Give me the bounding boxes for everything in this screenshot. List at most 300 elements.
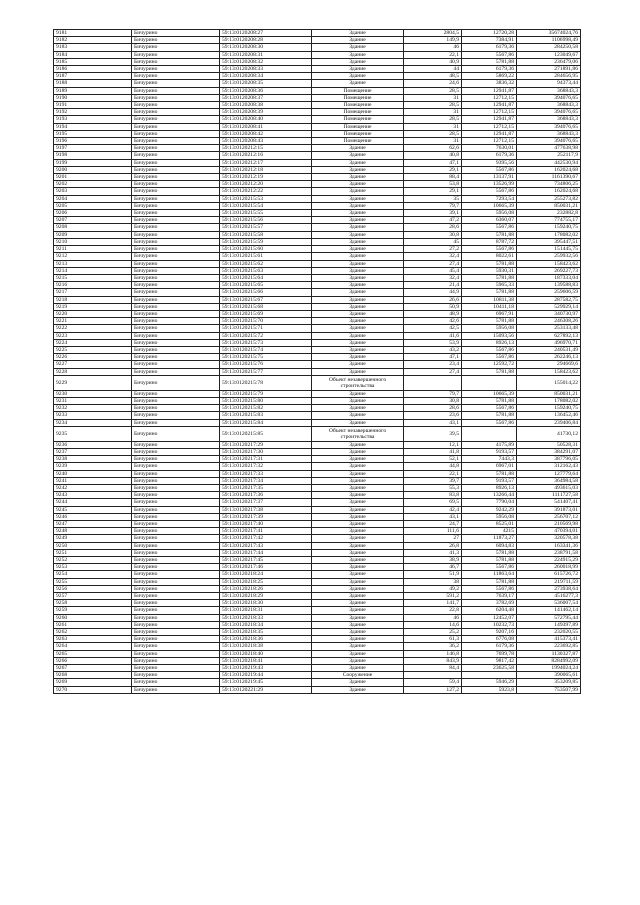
row-number: 9230 — [54, 390, 132, 397]
cadastral-number: 59:13:0120208:43 — [220, 138, 312, 145]
specific-value: 5781,88 — [462, 289, 517, 296]
row-number: 9214 — [54, 267, 132, 274]
object-type: Здание — [312, 260, 404, 267]
specific-value: 6179,36 — [462, 44, 517, 51]
object-type: Здание — [312, 217, 404, 224]
cadastral-number: 59:13:0120217:30 — [220, 448, 312, 455]
area-value: 69,5 — [404, 499, 462, 506]
table-row — [54, 549, 581, 556]
specific-value: 5781,88 — [462, 260, 517, 267]
object-type: Здание — [312, 650, 404, 657]
locality-name: Бичурино — [132, 195, 220, 202]
object-type: Здание — [312, 339, 404, 346]
specific-value — [462, 672, 517, 679]
cadastral-number: 59:13:0120208:30 — [220, 44, 312, 51]
cadastral-number: 59:13:0120217:35 — [220, 484, 312, 491]
row-number: 9206 — [54, 210, 132, 217]
cadastral-number: 59:13:0120208:38 — [220, 102, 312, 109]
row-number: 9188 — [54, 80, 132, 87]
area-value: 31 — [404, 138, 462, 145]
row-number: 9202 — [54, 181, 132, 188]
specific-value: 12941,87 — [462, 87, 517, 94]
object-type: Здание — [312, 152, 404, 159]
locality-name: Бичурино — [132, 672, 220, 679]
object-type: Здание — [312, 448, 404, 455]
cadastral-value: 364984,58 — [517, 477, 581, 484]
cadastral-value: 269227,73 — [517, 267, 581, 274]
specific-value: 8926,13 — [462, 484, 517, 491]
area-value: 30,8 — [404, 231, 462, 238]
object-type: Здание — [312, 166, 404, 173]
cadastral-value: 340730,97 — [517, 310, 581, 317]
row-number: 9205 — [54, 202, 132, 209]
area-value: 53,8 — [404, 181, 462, 188]
row-number: 9240 — [54, 470, 132, 477]
cadastral-number: 59:13:0120215:53 — [220, 195, 312, 202]
row-number: 9182 — [54, 37, 132, 44]
area-value: 146,8 — [404, 650, 462, 657]
row-number: 9197 — [54, 145, 132, 152]
locality-name: Бичурино — [132, 217, 220, 224]
object-type: Здание — [312, 354, 404, 361]
locality-name: Бичурино — [132, 260, 220, 267]
row-number: 9207 — [54, 217, 132, 224]
specific-value: 5781,88 — [462, 368, 517, 375]
table-row — [54, 499, 581, 506]
area-value: 41,6 — [404, 332, 462, 339]
object-type: Здание — [312, 607, 404, 614]
object-type: Здание — [312, 73, 404, 80]
area-value: 32,4 — [404, 274, 462, 281]
row-number: 9250 — [54, 542, 132, 549]
area-value: 46,7 — [404, 564, 462, 571]
table-row — [54, 571, 581, 578]
table-row — [54, 339, 581, 346]
row-number: 9263 — [54, 636, 132, 643]
cadastral-number: 59:13:0120208:27 — [220, 30, 312, 37]
cadastral-value: 734806,25 — [517, 181, 581, 188]
object-type: Здание — [312, 686, 404, 693]
cadastral-number: 59:13:0120215:73 — [220, 339, 312, 346]
object-type: Здание — [312, 253, 404, 260]
cadastral-value: 149397,89 — [517, 621, 581, 628]
object-type: Здание — [312, 267, 404, 274]
locality-name: Бичурино — [132, 506, 220, 513]
specific-value: 6179,36 — [462, 643, 517, 650]
specific-value: 7790,04 — [462, 499, 517, 506]
object-type: Здание — [312, 80, 404, 87]
row-number: 9241 — [54, 477, 132, 484]
cadastral-value: 141462,14 — [517, 607, 581, 614]
area-value: 41,8 — [404, 448, 462, 455]
area-value: 24,6 — [404, 80, 462, 87]
row-number: 9270 — [54, 686, 132, 693]
locality-name: Бичурино — [132, 332, 220, 339]
cadastral-number: 59:13:0120212:22 — [220, 188, 312, 195]
object-type: Здание — [312, 397, 404, 404]
cadastral-number: 59:13:0120218:30 — [220, 600, 312, 607]
specific-value: 15093,56 — [462, 332, 517, 339]
specific-value: 10232,73 — [462, 621, 517, 628]
cadastral-value: 1111727,58 — [517, 492, 581, 499]
cadastral-number: 59:13:0120212:17 — [220, 159, 312, 166]
object-type: Здание — [312, 58, 404, 65]
area-value: 591,2 — [404, 593, 462, 600]
object-type: Здание — [312, 210, 404, 217]
row-number: 9260 — [54, 614, 132, 621]
table-row — [54, 296, 581, 303]
locality-name: Бичурино — [132, 585, 220, 592]
locality-name: Бичурино — [132, 557, 220, 564]
cadastral-value: 774755,17 — [517, 217, 581, 224]
cadastral-number: 59:13:0120208:36 — [220, 87, 312, 94]
object-type: Здание — [312, 66, 404, 73]
specific-value: 5781,88 — [462, 231, 517, 238]
row-number: 9229 — [54, 375, 132, 390]
cadastral-value: 1130327,87 — [517, 650, 581, 657]
cadastral-value: 151445,75 — [517, 246, 581, 253]
object-type: Помещение — [312, 138, 404, 145]
table-row — [54, 665, 581, 672]
table-row — [54, 310, 581, 317]
table-row — [54, 166, 581, 173]
cadastral-number: 59:13:0120212:19 — [220, 174, 312, 181]
area-value — [404, 375, 462, 390]
specific-value: 4215 — [462, 528, 517, 535]
cadastral-value: 246308,26 — [517, 318, 581, 325]
object-type: Здание — [312, 665, 404, 672]
specific-value: 8525,01 — [462, 521, 517, 528]
table-row — [54, 578, 581, 585]
object-type: Объект незавершенного строительства — [312, 426, 404, 441]
table-row — [54, 650, 581, 657]
cadastral-number: 59:13:0120217:40 — [220, 521, 312, 528]
table-row — [54, 66, 581, 73]
table-row — [54, 109, 581, 116]
locality-name: Бичурино — [132, 37, 220, 44]
area-value: 38,9 — [404, 557, 462, 564]
cadastral-value: 536007,54 — [517, 600, 581, 607]
area-value: 843,9 — [404, 657, 462, 664]
area-value: 12,1 — [404, 441, 462, 448]
area-value: 27 — [404, 535, 462, 542]
table-row — [54, 375, 581, 390]
table-row — [54, 492, 581, 499]
locality-name: Бичурино — [132, 210, 220, 217]
object-type: Здание — [312, 643, 404, 650]
row-number: 9213 — [54, 260, 132, 267]
table-row — [54, 484, 581, 491]
cadastral-number: 59:13:0120208:41 — [220, 123, 312, 130]
area-value: 149,9 — [404, 37, 462, 44]
locality-name: Бичурино — [132, 405, 220, 412]
specific-value: 5567,86 — [462, 51, 517, 58]
cadastral-value: 163341,36 — [517, 542, 581, 549]
table-row — [54, 346, 581, 353]
object-type: Здание — [312, 621, 404, 628]
area-value: 141,7 — [404, 600, 462, 607]
row-number: 9191 — [54, 102, 132, 109]
object-type: Здание — [312, 600, 404, 607]
specific-value: 5956,08 — [462, 210, 517, 217]
object-type: Здание — [312, 521, 404, 528]
locality-name: Бичурино — [132, 238, 220, 245]
locality-name: Бичурино — [132, 513, 220, 520]
table-row — [54, 629, 581, 636]
cadastral-number: 59:13:0120215:77 — [220, 368, 312, 375]
row-number: 9194 — [54, 123, 132, 130]
cadastral-value: 127779,64 — [517, 470, 581, 477]
locality-name: Бичурино — [132, 339, 220, 346]
row-number: 9232 — [54, 405, 132, 412]
cadastral-value: 41730,12 — [517, 426, 581, 441]
table-row — [54, 419, 581, 426]
locality-name: Бичурино — [132, 412, 220, 419]
table-row — [54, 217, 581, 224]
cadastral-number: 59:13:0120218:36 — [220, 636, 312, 643]
locality-name: Бичурино — [132, 346, 220, 353]
locality-name: Бичурино — [132, 441, 220, 448]
locality-name: Бичурино — [132, 657, 220, 664]
area-value: 29,1 — [404, 188, 462, 195]
cadastral-value: 477638,98 — [517, 145, 581, 152]
specific-value: 11873,27 — [462, 535, 517, 542]
object-type: Здание — [312, 188, 404, 195]
table-row — [54, 116, 581, 123]
table-row — [54, 231, 581, 238]
table-row — [54, 477, 581, 484]
locality-name: Бичурино — [132, 325, 220, 332]
specific-value: 6776,08 — [462, 636, 517, 643]
area-value: 53,9 — [404, 339, 462, 346]
object-type: Здание — [312, 499, 404, 506]
area-value: 28,5 — [404, 102, 462, 109]
cadastral-number: 59:13:0120218:35 — [220, 629, 312, 636]
cadastral-number: 59:13:0120215:85 — [220, 426, 312, 441]
table-row — [54, 188, 581, 195]
row-number: 9223 — [54, 332, 132, 339]
table-row — [54, 238, 581, 245]
area-value: 59,4 — [404, 679, 462, 686]
locality-name: Бичурино — [132, 650, 220, 657]
locality-name: Бичурино — [132, 484, 220, 491]
cadastral-value: 1994024,24 — [517, 665, 581, 672]
cadastral-number: 59:13:0120215:55 — [220, 210, 312, 217]
cadastral-value: 850031,21 — [517, 390, 581, 397]
specific-value — [462, 375, 517, 390]
cadastral-number: 59:13:0120218:26 — [220, 585, 312, 592]
cadastral-number: 59:13:0120215:63 — [220, 267, 312, 274]
row-number: 9224 — [54, 339, 132, 346]
area-value: 48,5 — [404, 73, 462, 80]
table-row — [54, 282, 581, 289]
row-number: 9225 — [54, 346, 132, 353]
specific-value: 6094,83 — [462, 542, 517, 549]
cadastral-number: 59:13:0120215:57 — [220, 224, 312, 231]
row-number: 9269 — [54, 679, 132, 686]
cadastral-number: 59:13:0120218:24 — [220, 571, 312, 578]
row-number: 9185 — [54, 58, 132, 65]
locality-name: Бичурино — [132, 419, 220, 426]
object-type: Здание — [312, 484, 404, 491]
specific-value: 5923,8 — [462, 686, 517, 693]
object-type: Здание — [312, 463, 404, 470]
object-type: Здание — [312, 412, 404, 419]
cadastral-number: 59:13:0120218:29 — [220, 593, 312, 600]
cadastral-value: 470394,01 — [517, 528, 581, 535]
table-row — [54, 87, 581, 94]
cadastral-number: 59:13:0120212:18 — [220, 166, 312, 173]
table-row — [54, 405, 581, 412]
area-value: 44 — [404, 66, 462, 73]
cadastral-number: 59:13:0120217:42 — [220, 535, 312, 542]
specific-value: 12712,15 — [462, 123, 517, 130]
object-type: Здание — [312, 405, 404, 412]
row-number: 9252 — [54, 557, 132, 564]
specific-value: 5930,31 — [462, 267, 517, 274]
cadastral-value: 187333,04 — [517, 274, 581, 281]
cadastral-value: 219711,59 — [517, 578, 581, 585]
specific-value: 5781,88 — [462, 549, 517, 556]
area-value: 27,4 — [404, 368, 462, 375]
cadastral-value: 158423,62 — [517, 260, 581, 267]
cadastral-number: 59:13:0120219:43 — [220, 665, 312, 672]
row-number: 9266 — [54, 657, 132, 664]
cadastral-value: 1106998,49 — [517, 37, 581, 44]
specific-value: 6204,48 — [462, 607, 517, 614]
cadastral-number: 59:13:0120217:38 — [220, 506, 312, 513]
table-row — [54, 600, 581, 607]
row-number: 9251 — [54, 549, 132, 556]
object-type: Здание — [312, 303, 404, 310]
locality-name: Бичурино — [132, 368, 220, 375]
table-row — [54, 390, 581, 397]
area-value: 84,4 — [404, 665, 462, 672]
area-value: 111,6 — [404, 528, 462, 535]
row-number: 9258 — [54, 600, 132, 607]
table-row — [54, 30, 581, 37]
cadastral-value: 94373,44 — [517, 80, 581, 87]
row-number: 9208 — [54, 224, 132, 231]
area-value: 61,3 — [404, 636, 462, 643]
object-type: Здание — [312, 470, 404, 477]
area-value: 22,8 — [404, 607, 462, 614]
specific-value: 5781,88 — [462, 318, 517, 325]
object-type: Помещение — [312, 109, 404, 116]
cadastral-number: 59:13:0120215:76 — [220, 361, 312, 368]
row-number: 9215 — [54, 274, 132, 281]
specific-value: 9395,56 — [462, 159, 517, 166]
row-number: 9186 — [54, 66, 132, 73]
locality-name: Бичурино — [132, 621, 220, 628]
object-type: Здание — [312, 419, 404, 426]
locality-name: Бичурино — [132, 600, 220, 607]
table-row — [54, 463, 581, 470]
area-value: 39,1 — [404, 210, 462, 217]
object-type: Здание — [312, 318, 404, 325]
cadastral-value: 259606,59 — [517, 289, 581, 296]
specific-value: 12712,15 — [462, 138, 517, 145]
row-number: 9181 — [54, 30, 132, 37]
specific-value: 7630,01 — [462, 145, 517, 152]
specific-value: 6179,36 — [462, 152, 517, 159]
row-number: 9253 — [54, 564, 132, 571]
row-number: 9245 — [54, 506, 132, 513]
cadastral-value: 368843,3 — [517, 130, 581, 137]
cadastral-value: 224915,29 — [517, 557, 581, 564]
area-value: 79,7 — [404, 202, 462, 209]
object-type: Здание — [312, 513, 404, 520]
specific-value — [462, 426, 517, 441]
cadastral-value: 394076,65 — [517, 94, 581, 101]
table-row — [54, 303, 581, 310]
table-row — [54, 368, 581, 375]
cadastral-value: 541407,41 — [517, 499, 581, 506]
table-row — [54, 470, 581, 477]
cadastral-value: 294669,6 — [517, 361, 581, 368]
area-value: 21,4 — [404, 282, 462, 289]
specific-value: 12941,87 — [462, 130, 517, 137]
specific-value: 5567,86 — [462, 188, 517, 195]
locality-name: Бичурино — [132, 282, 220, 289]
locality-name: Бичурино — [132, 181, 220, 188]
table-row — [54, 657, 581, 664]
cadastral-value: 394076,65 — [517, 123, 581, 130]
table-row — [54, 318, 581, 325]
area-value: 40,9 — [404, 58, 462, 65]
specific-value: 12712,15 — [462, 94, 517, 101]
cadastral-value: 273938,64 — [517, 585, 581, 592]
row-number: 9192 — [54, 109, 132, 116]
object-type: Здание — [312, 679, 404, 686]
row-number: 9211 — [54, 246, 132, 253]
specific-value: 9193,57 — [462, 477, 517, 484]
row-number: 9184 — [54, 51, 132, 58]
cadastral-value: 223692,85 — [517, 643, 581, 650]
locality-name: Бичурино — [132, 643, 220, 650]
table-row — [54, 441, 581, 448]
locality-name: Бичурино — [132, 636, 220, 643]
table-row — [54, 412, 581, 419]
area-value: 26,6 — [404, 296, 462, 303]
cadastral-number: 59:13:0120218:31 — [220, 607, 312, 614]
object-type: Сооружение — [312, 672, 404, 679]
locality-name: Бичурино — [132, 296, 220, 303]
specific-value: 5781,88 — [462, 397, 517, 404]
locality-name: Бичурино — [132, 607, 220, 614]
object-type: Здание — [312, 636, 404, 643]
locality-name: Бичурино — [132, 231, 220, 238]
specific-value: 5956,08 — [462, 513, 517, 520]
cadastral-value: 368843,3 — [517, 116, 581, 123]
object-type: Здание — [312, 289, 404, 296]
cadastral-number: 59:13:0120217:32 — [220, 463, 312, 470]
table-row — [54, 542, 581, 549]
object-type: Здание — [312, 564, 404, 571]
row-number: 9239 — [54, 463, 132, 470]
specific-value: 5567,86 — [462, 246, 517, 253]
cadastral-value: 8284992,09 — [517, 657, 581, 664]
cadastral-number: 59:13:0120218:25 — [220, 578, 312, 585]
specific-value: 7384,91 — [462, 37, 517, 44]
row-number: 9261 — [54, 621, 132, 628]
area-value: 51,9 — [404, 571, 462, 578]
table-row — [54, 448, 581, 455]
row-number: 9219 — [54, 303, 132, 310]
cadastral-value: 155014,22 — [517, 375, 581, 390]
table-row — [54, 585, 581, 592]
locality-name: Бичурино — [132, 145, 220, 152]
